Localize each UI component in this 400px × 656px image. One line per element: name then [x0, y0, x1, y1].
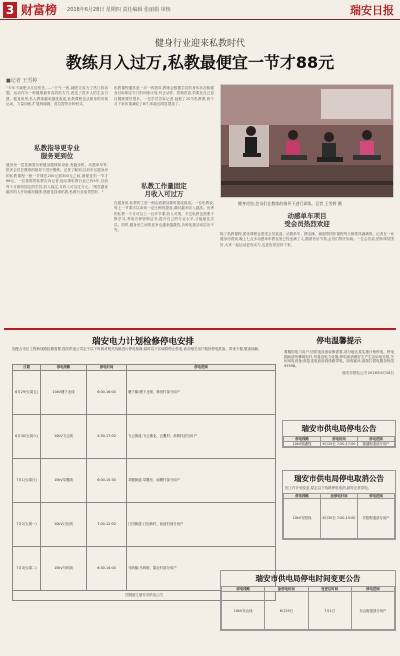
bulletin-cancel	[282, 470, 396, 540]
column-header: 原停电时间	[321, 493, 358, 498]
notice-intro: 因配合市区工程和线路检修需要,瑞安供电公司定于以下时间对相关线路进行停电检修,届时以下区域将停止供电,请各相关用户做好停电准备。带来不便,敬请谅解。	[12, 347, 262, 351]
gym-photo	[220, 84, 394, 198]
cell-date: 6月30日(周六)	[13, 415, 41, 459]
table-row	[13, 415, 276, 459]
cell-area: 汀田街道:汀田新村、前池村部分用户	[127, 503, 276, 547]
cell-time: 6:00-15:30	[87, 459, 127, 503]
newspaper-brand: 瑞安日报	[350, 3, 394, 17]
table-row	[284, 442, 395, 447]
issue-line: 2018年6月28日 星期四 责任编辑 张丽娟 审核	[67, 7, 171, 13]
cell: 安阳街道部分用户	[358, 498, 395, 538]
article-column-1: 健身房一层挂满着各种健身器械和设备,有跑步机、动感单车等,很多会员在教练的指导下进行锻炼。记者了解到,目前市区健身房的私教课程一般一节课在200元到300元之间,最便宜的一节才88元。一位姓陈的私教告诉记者,他从事私教行业已有5年,目前每个月都有固定的学员,收入稳定,月收入可以过万元。"现在越来越多的人开始重视健康,愿意花钱请私教,私教行业前景很好。"	[6, 163, 108, 195]
cell-date: 7月2日(周一)	[13, 503, 41, 547]
article-byline: ■记者 王雪婷	[6, 78, 38, 84]
subhead-1: 私教指导更专业 服务更到位	[34, 144, 80, 160]
cell-area: 马屿镇:马屿街、篁社村部分用户	[127, 547, 276, 591]
table-row	[284, 498, 395, 538]
bulletin-change	[220, 570, 396, 631]
bulletin-title: 瑞安市供电局停电取消公告	[294, 474, 384, 483]
article-column-3: 在健身房,私教的工资一般由底薪加课时提成组成。一位私教说,每上一节课可以拿到一定比例的提成,课时越多收入越高。优秀的私教一个月可以上一百多节课,收入可观。不过私教也需要不断学习,考取各种资格证书,提升自己的专业水平,才能留住学员。同时,健身房之间的竞争也越来越激烈,各种优惠活动层出不穷。	[114, 201, 214, 233]
column-header: 停电时间	[321, 437, 358, 442]
notice-title: 瑞安电力计划检修停电安排	[91, 337, 194, 347]
column-header: 停电线路	[222, 587, 265, 592]
cell: 6月29日	[265, 592, 308, 630]
cell-line: 10kV汀田线	[41, 503, 87, 547]
notice-footer: 国网浙江瑞安市供电公司	[13, 591, 276, 601]
bulletin-outage	[282, 420, 396, 448]
column-header: 停电线路	[41, 365, 87, 371]
bulletin-title: 瑞安市供电局停电时间变更公告	[255, 574, 361, 583]
column-header: 停电范围	[127, 365, 276, 371]
cell-line: 10kV飞云线	[41, 415, 87, 459]
cell-time: 7:00-12:00	[87, 503, 127, 547]
article-column-4: 除了私教课程,团体课程也很受会员欢迎。动感单车、搏击操、瑜伽等团体课程每天都排得满满的。记者在一家健身房看到,晚上七点多动感单车教室里已经坐满了人,随着音乐节奏,会员们挥汗如雨。一位会员说,团体课氛围好,大家一起运动更有动力,也更容易坚持下来。	[220, 232, 394, 247]
column-header: 停电范围	[351, 587, 394, 592]
cell: 6月29日 7:00-17:00	[321, 442, 358, 447]
section-number: 3	[3, 2, 17, 18]
cell-time: 5:30-17:00	[87, 415, 127, 459]
column-header: 停电范围	[358, 493, 395, 498]
subhead-2: 私教工作量固定 月收入可过万	[141, 182, 187, 198]
bulletin-table	[283, 436, 395, 447]
cell-area: 莘塍街道:莘塍东、南塘村部分用户	[127, 459, 276, 503]
bulletin-table	[221, 586, 395, 630]
bulletin-table	[283, 493, 395, 539]
table-row	[13, 371, 276, 415]
cell-line: 10kV莘塍线	[41, 459, 87, 503]
cell: 7月1日	[308, 592, 351, 630]
column-header: 日期	[13, 365, 41, 371]
cell-date: 7月1日(周日)	[13, 459, 41, 503]
outage-schedule-table	[12, 364, 276, 601]
reminder-text: 尊敬的电力用户:因供电设备检修需要,部分地区将实施计划停电。停电期间请勿攀爬电杆,勿靠近电力设施;停电前请做好生产生活用电安排,关闭用电设备;恢复送电前视同线路带电。如有疑问,请拨打供电服务热线95598。	[284, 350, 394, 368]
cell-line: 10kV塘下北线	[41, 371, 87, 415]
column-header: 原停电时间	[265, 587, 308, 592]
section-divider	[4, 328, 396, 330]
article-kicker: 健身行业迎来私教时代	[154, 39, 245, 49]
cell-area: 塘下镇:塘下北街、韩田村部分用户	[127, 371, 276, 415]
cell-time: 6:00-16:00	[87, 371, 127, 415]
article-column-2: 私教课程通常是一对一的指导,教练会根据学员的身体状况和健身目标制定专门的训练计划,纠正动作、控制饮食,效果比自己盲目锻炼要好很多。一位学员告诉记者,她报了20节私教课,两个月下来体重减轻了8斤,体能也明显提高了。	[114, 86, 214, 107]
cell: 锦湖街道部分用户	[358, 442, 395, 447]
reminder-sign: 瑞安市供电公司 2018年6月28日	[342, 371, 394, 376]
article-lead: "今年不减肥,5月徒伤悲……"天气一热,减肥又成为了热门的话题。运动作为一种健康最有成效的方式,改变了很多人的生活习惯。健身房里,私人教练越来越受欢迎,私教课程也从简单的有氧运动、力量训练,扩展到瑜伽、普拉提等多种形式。	[6, 86, 108, 107]
section-name: 财富榜	[21, 3, 58, 17]
cell: 10kV东山线	[222, 592, 265, 630]
cell: 10kV锦湖线	[284, 442, 321, 447]
table-row	[13, 503, 276, 547]
gym-photo-illustration	[221, 85, 394, 198]
table-row	[222, 592, 395, 630]
photo-caption: 健身房里,会员们在教练的指导下进行训练。记者 王雪婷 摄	[238, 201, 342, 206]
table-row	[13, 459, 276, 503]
cell: 10kV安阳线	[284, 498, 321, 538]
column-header: 停电时间	[87, 365, 127, 371]
column-header: 停电线路	[284, 493, 321, 498]
cell-time: 6:30-14:00	[87, 547, 127, 591]
column-header: 停电范围	[358, 437, 395, 442]
bulletin-intro: 因工作计划变更,原定以下线路停电取消,届时正常供电。	[285, 486, 372, 490]
reminder-title: 停电温馨提示	[316, 336, 362, 345]
reminder-block	[284, 335, 394, 376]
page-header	[0, 0, 400, 20]
cell: 东山街道部分用户	[351, 592, 394, 630]
bulletin-title: 瑞安市供电局停电公告	[301, 424, 377, 433]
cell-area: 飞云街道:飞云镇北、五鹰村、孙桥村部分用户	[127, 415, 276, 459]
column-header: 变更后时间	[308, 587, 351, 592]
cell-date: 7月3日(周二)	[13, 547, 41, 591]
cell: 6月30日 7:00-15:00	[321, 498, 358, 538]
cell-date: 6月29日(周五)	[13, 371, 41, 415]
column-header: 停电线路	[284, 437, 321, 442]
subhead-3: 动感单车项目 受会员热烈欢迎	[284, 212, 330, 228]
cell-line: 10kV马屿线	[41, 547, 87, 591]
article-headline: 教练月入过万,私教最便宜一节才88元	[65, 53, 335, 72]
